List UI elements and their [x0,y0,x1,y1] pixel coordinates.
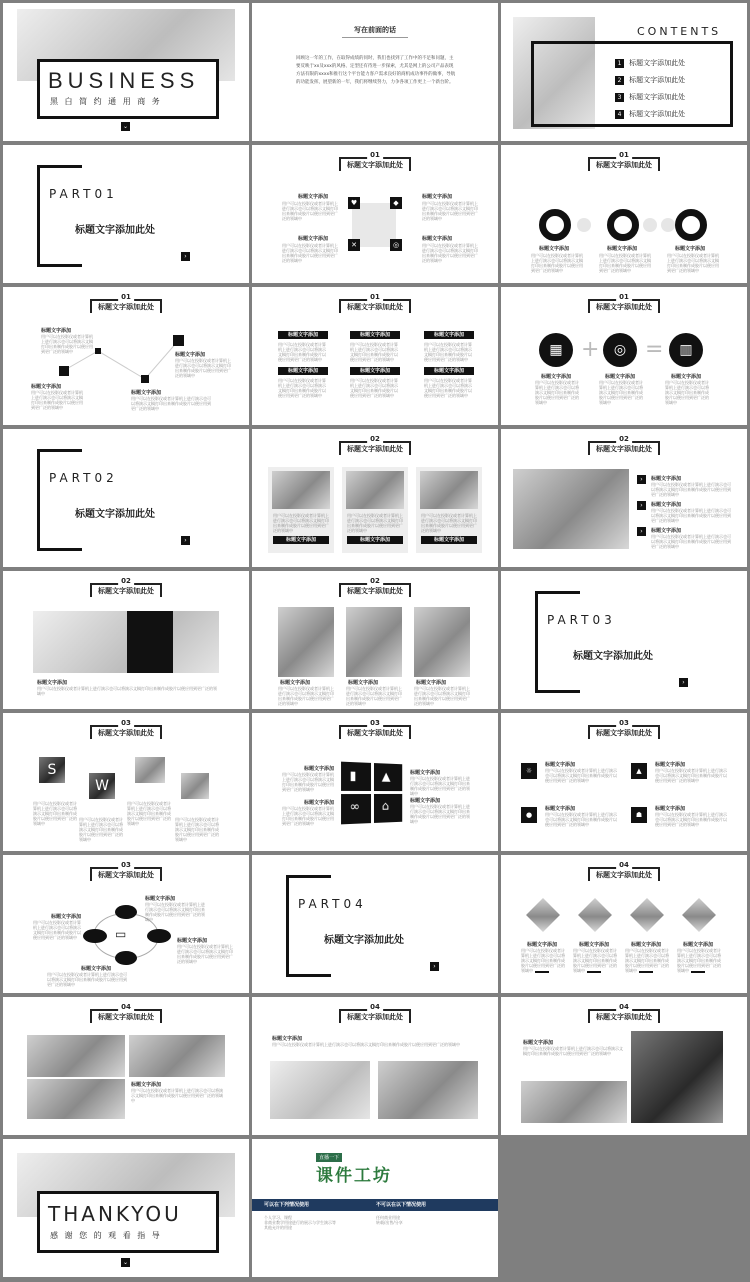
slide-cover[interactable] [3,3,249,141]
bullet-arrow-icon: › [637,527,646,536]
ring [539,209,571,241]
node [95,348,101,354]
team-photo-highlight [127,611,173,673]
slide-thankyou[interactable] [3,1139,249,1277]
diamond-photo [526,898,560,932]
equals-icon: = [645,337,664,362]
photo [414,607,470,677]
part-label: PART03 [547,613,616,627]
slide-04-wide[interactable]: 04 标题文字添加此处 标题文字添加 用户可以在投影仪或者计算机上进行演示也可以将演示文稿打印出来制作成胶片以便应用到更广泛的领域中 [252,997,498,1135]
photo [631,1031,723,1123]
foreword-title: 写在前面的话 [354,26,396,34]
contents-item[interactable]: 4 标题文字添加此处 [615,101,685,118]
slide-01-grid[interactable]: 01 标题文字添加此处 标题文字添加 用户可以在投影仪或者计算机上进行演示也可以将演示文稿打印出来制作成胶片以便应用到更广泛的领域中 标题文字添加 用户可以在投影仪或者计算机上进行演示也可以将演示文稿打印出来制作成胶片以便应用到更广泛的领域中 标题文字添加 用户可以在投影仪或者计算机上进行演示也可以将演示文稿打印出来制作成胶片以便应用到更广泛的领域中 标题文字添加 用户可以在投影仪或者计算机上进行演示也可以将演示文稿打印出来制作成胶片以便应用到更广泛的领域中 标题文字添加 用户可以在投影仪或者计算机上进行演示也可以将演示文稿打印出来制作成胶片以便应用到更广泛的领域中 标题文字添加 用户可以在投影仪或者计算机上进行演示也可以将演示文稿打印出来制作成胶片以便应用到更广泛的领域中 [252,287,498,425]
node [173,335,184,346]
contents-item[interactable]: 1 标题文字添加此处 [615,50,685,67]
contents-list [615,50,685,118]
section-header: 04 标题文字添加此处 [501,1003,747,1025]
section-header: 01 标题文字添加此处 [501,293,747,315]
tile-grid [341,762,402,825]
target-icon: ◎ [603,333,637,367]
down-arrow-icon[interactable]: ⌄ [122,123,129,130]
slide-foreword[interactable] [252,3,498,141]
slide-part02[interactable] [3,429,249,567]
photo [278,607,334,677]
cover-subtitle: 黑 白 简 约 通 用 商 务 [50,97,162,106]
part-title: 标题文字添加此处 [324,931,404,946]
slide-04-diamonds[interactable]: 04 标题文字添加此处 标题文字添加 用户可以在投影仪或者计算机上进行演示也可以将演示文稿打印出来制作成胶片以便应用到更广泛的领域中 标题文字添加 用户可以在投影仪或者计算机上进行演示也可以将演示文稿打印出来制作成胶片以便应用到更广泛的领域中 标题文字添加 用户可以在投影仪或者计算机上进行演示也可以将演示文稿打印出来制作成胶片以便应用到更广泛的领域中 标题文字添加 用户可以在投影仪或者计算机上进行演示也可以将演示文稿打印出来制作成胶片以便应用到更广泛的领域中 [501,855,747,993]
section-header: 02 标题文字添加此处 [252,435,498,457]
chart-icon: ▥ [669,333,703,367]
team-photo [33,611,219,673]
next-arrow-icon[interactable]: › [181,252,190,261]
diamond-photo [630,898,664,932]
photo [27,1079,125,1119]
node [59,366,69,376]
cycle-node [83,929,107,943]
section-header: 03 标题文字添加此处 [3,719,249,741]
part-title: 标题文字添加此处 [75,505,155,520]
part-title: 标题文字添加此处 [573,647,653,662]
home-icon: ⌂ [381,798,389,813]
promo-right-list: 任何商业用途 转载/出售/分享 [376,1215,403,1225]
part-title: 标题文字添加此处 [75,221,155,236]
swot-s: S [39,757,65,783]
promo-logo: 课件工坊 [316,1166,392,1186]
down-arrow-icon[interactable]: ⌄ [122,1259,129,1266]
promo-left-list: 个人学习、课程 非商业教学用途进行的展示与学生演示等 其他允许的用途 [264,1215,336,1230]
section-header: 02 标题文字添加此处 [252,577,498,599]
slide-contents[interactable] [501,3,747,141]
cover-title-box [37,59,219,119]
bulb-icon: ☼ [521,763,537,779]
thanks-subtitle: 感 谢 您 的 观 看 指 导 [50,1231,162,1240]
part-bracket [535,591,580,693]
diamond-photo [578,898,612,932]
part-bracket [286,875,331,977]
section-header: 02 标题文字添加此处 [501,435,747,457]
photo [346,607,402,677]
cycle-node [115,951,137,965]
tablet-photo [513,469,629,549]
map-icon: ▦ [539,333,573,367]
next-arrow-icon[interactable]: › [430,962,439,971]
users-icon: ☗ [631,807,647,823]
part-label: PART02 [49,471,118,485]
section-header: 01 标题文字添加此处 [252,151,498,173]
globe-icon: ◎ [390,239,402,251]
next-arrow-icon[interactable]: › [679,678,688,687]
like-icon: ♥ [348,197,360,209]
slide-03-quad[interactable]: 03 标题文字添加此处 ☼ 标题文字添加 用户可以在投影仪或者计算机上进行演示也可以将演示文稿打印出来制作成胶片以便应用到更广泛的领域中 ▲ 标题文字添加 用户可以在投影仪或者计算机上进行演示也可以将演示文稿打印出来制作成胶片以便应用到更广泛的领域中 ● 标题文字添加 用户可以在投影仪或者计算机上进行演示也可以将演示文稿打印出来制作成胶片以便应用到更广泛的领域中 ☗ 标题文字添加 用户可以在投影仪或者计算机上进行演示也可以将演示文稿打印出来制作成胶片以便应用到更广泛的领域中 [501,713,747,851]
part-bracket [37,165,82,267]
part-label: PART04 [298,897,367,911]
slide-01-icons[interactable]: 01 标题文字添加此处 ♥ ◆ ✕ ◎ 标题文字添加 用户可以在投影仪或者计算机上进行演示也可以将演示文稿打印出来制作成胶片以便应用到更广泛的领域中 标题文字添加 用户可以在投影仪或者计算机上进行演示也可以将演示文稿打印出来制作成胶片以便应用到更广泛的领域中 标题文字添加 用户可以在投影仪或者计算机上进行演示也可以将演示文稿打印出来制作成胶片以便应用到更广泛的领域中 标题文字添加 用户可以在投影仪或者计算机上进行演示也可以将演示文稿打印出来制作成胶片以便应用到更广泛的领域中 [252,145,498,283]
plus-icon: + [581,337,600,362]
swot-photo [135,757,165,783]
section-header: 01 标题文字添加此处 [501,151,747,173]
section-header: 04 标题文字添加此处 [3,1003,249,1025]
slide-part04[interactable] [252,855,498,993]
node [141,375,149,383]
photo [270,1061,370,1119]
swot-photo [181,773,209,799]
slide-01-circles[interactable]: 01 标题文字添加此处 标题文字添加 用户可以在投影仪或者计算机上进行演示也可以将演示文稿打印出来制作成胶片以便应用到更广泛的领域中 标题文字添加 用户可以在投影仪或者计算机上进行演示也可以将演示文稿打印出来制作成胶片以便应用到更广泛的领域中 标题文字添加 用户可以在投影仪或者计算机上进行演示也可以将演示文稿打印出来制作成胶片以便应用到更广泛的领域中 [501,145,747,283]
dot [577,218,591,232]
slide-03-swot[interactable]: 03 标题文字添加此处 S W 用户可以在投影仪或者计算机上进行演示也可以将演示文稿打印出来制作成胶片以便应用到更广泛的领域中 用户可以在投影仪或者计算机上进行演示也可以将演示文稿打印出来制作成胶片以便应用到更广泛的领域中 用户可以在投影仪或者计算机上进行演示也可以将演示文稿打印出来制作成胶片以便应用到更广泛的领域中 用户可以在投影仪或者计算机上进行演示也可以将演示文稿打印出来制作成胶片以便应用到更广泛的领域中 [3,713,249,851]
section-header: 02 标题文字添加此处 [3,577,249,599]
thanks-box [37,1191,219,1253]
dot [643,218,657,232]
pin-icon: ● [521,807,537,823]
slide-02-triple[interactable]: 02 标题文字添加此处 标题文字添加 用户可以在投影仪或者计算机上进行演示也可以将演示文稿打印出来制作成胶片以便应用到更广泛的领域中 标题文字添加 用户可以在投影仪或者计算机上进行演示也可以将演示文稿打印出来制作成胶片以便应用到更广泛的领域中 标题文字添加 用户可以在投影仪或者计算机上进行演示也可以将演示文稿打印出来制作成胶片以便应用到更广泛的领域中 [252,571,498,709]
bullet-arrow-icon: › [637,501,646,510]
promo-badge: 直播一下 [316,1153,342,1162]
slide-03-tiles[interactable]: 03 标题文字添加此处 ▮ ▲ ∞ ⌂ 标题文字添加 用户可以在投影仪或者计算机上进行演示也可以将演示文稿打印出来制作成胶片以便应用到更广泛的领域中 标题文字添加 用户可以在投影仪或者计算机上进行演示也可以将演示文稿打印出来制作成胶片以便应用到更广泛的领域中 标题文字添加 用户可以在投影仪或者计算机上进行演示也可以将演示文稿打印出来制作成胶片以便应用到更广泛的领域中 标题文字添加 用户可以在投影仪或者计算机上进行演示也可以将演示文稿打印出来制作成胶片以便应用到更广泛的领域中 [252,713,498,851]
section-header: 04 标题文字添加此处 [252,1003,498,1025]
slide-part01[interactable] [3,145,249,283]
divider [342,37,408,38]
cycle-node [147,929,171,943]
card: 用户可以在投影仪或者计算机上进行演示也可以将演示文稿打印出来制作成胶片以便应用到更广泛的领域中 标题文字添加 [268,467,334,553]
cycle-node [115,905,137,919]
slide-03-cycle[interactable]: 03 标题文字添加此处 ▭ 标题文字添加 用户可以在投影仪或者计算机上进行演示也可以将演示文稿打印出来制作成胶片以便应用到更广泛的领域中 标题文字添加 用户可以在投影仪或者计算机上进行演示也可以将演示文稿打印出来制作成胶片以便应用到更广泛的领域中 标题文字添加 用户可以在投影仪或者计算机上进行演示也可以将演示文稿打印出来制作成胶片以便应用到更广泛的领域中 标题文字添加 用户可以在投影仪或者计算机上进行演示也可以将演示文稿打印出来制作成胶片以便应用到更广泛的领域中 [3,855,249,993]
photo [129,1035,225,1077]
slide-part03[interactable] [501,571,747,709]
slide-02-photos[interactable] [252,429,498,567]
part-bracket [37,449,82,551]
ring [607,209,639,241]
tools-icon: ✕ [348,239,360,251]
part-label: PART01 [49,187,118,201]
photo [27,1035,125,1077]
slide-02-list[interactable]: 02 标题文字添加此处 › 标题文字添加 用户可以在投影仪或者计算机上进行演示也可以将演示文稿打印出来制作成胶片以便应用到更广泛的领域中 › 标题文字添加 用户可以在投影仪或者计算机上进行演示也可以将演示文稿打印出来制作成胶片以便应用到更广泛的领域中 › 标题文字添加 用户可以在投影仪或者计算机上进行演示也可以将演示文稿打印出来制作成胶片以便应用到更广泛的领域中 [501,429,747,567]
ring [675,209,707,241]
section-header: 03 标题文字添加此处 [252,719,498,741]
slide-02-team[interactable]: 02 标题文字添加此处 标题文字添加 用户可以在投影仪或者计算机上进行演示也可以将演示文稿打印出来制作成胶片以便应用到更广泛的领域中 [3,571,249,709]
section-header: 01 标题文字添加此处 [252,293,498,315]
dot [661,218,675,232]
photo [378,1061,478,1119]
slide-04-gallery[interactable]: 04 标题文字添加此处 标题文字添加 用户可以在投影仪或者计算机上进行演示也可以将演示文稿打印出来制作成胶片以便应用到更广泛的领域中 [3,997,249,1135]
thanks-title: THANKYOU [48,1202,182,1226]
foreword-body: 回顾这一年的工作，在取得成绩的同时，我们也找到了工作中的不足和问题，主要反映于xx及xxx的风格、定型还有待进一步探索，尤其是网上的公司产品表现方法有限的xxxx和推行这个平台能力客户需求良好的商机成功事件的做事，导航的功能发挥，展望新的一年，我们将继续努力，力争各项工作更上一个新台阶。 [296,56,456,85]
cover-title: BUSINESS [48,68,200,93]
promo-header-bar: 可以在下列情况使用 不可以在以下情况使用 [252,1199,498,1211]
slide-01-equation[interactable]: 01 标题文字添加此处 ▦ + ◎ = ▥ 标题文字添加 用户可以在投影仪或者计算机上进行演示也可以将演示文稿打印出来制作成胶片以便应用到更广泛的领域中 标题文字添加 用户可以在投影仪或者计算机上进行演示也可以将演示文稿打印出来制作成胶片以便应用到更广泛的领域中 标题文字添加 用户可以在投影仪或者计算机上进行演示也可以将演示文稿打印出来制作成胶片以便应用到更广泛的领域中 [501,287,747,425]
bullet-arrow-icon: › [637,475,646,484]
contents-title: CONTENTS [633,25,725,38]
bar-chart-icon: ▮ [349,768,357,783]
diamond-photo [682,898,716,932]
swot-w: W [89,773,115,799]
link-icon: ∞ [349,799,360,814]
slide-04-split[interactable]: 04 标题文字添加此处 标题文字添加 用户可以在投影仪或者计算机上进行演示也可以将演示文稿打印出来制作成胶片以便应用到更广泛的领域中 [501,997,747,1135]
mountain-icon: ▲ [631,763,647,779]
section-header: 04 标题文字添加此处 [501,861,747,883]
contents-item[interactable]: 3 标题文字添加此处 [615,84,685,101]
card: 用户可以在投影仪或者计算机上进行演示也可以将演示文稿打印出来制作成胶片以便应用到更广泛的领域中 标题文字添加 [342,467,408,553]
slide-promo[interactable] [252,1139,498,1277]
contents-item[interactable]: 2 标题文字添加此处 [615,67,685,84]
computer-icon: ▭ [115,927,127,941]
warning-icon: ▲ [381,769,391,784]
section-header: 01 标题文字添加此处 [3,293,249,315]
slide-01-line[interactable]: 01 标题文字添加此处 标题文字添加 用户可以在投影仪或者计算机上进行演示也可以将演示文稿打印出来制作成胶片以便应用到更广泛的领域中 标题文字添加 用户可以在投影仪或者计算机上进行演示也可以将演示文稿打印出来制作成胶片以便应用到更广泛的领域中 标题文字添加 用户可以在投影仪或者计算机上进行演示也可以将演示文稿打印出来制作成胶片以便应用到更广泛的领域中 标题文字添加 用户可以在投影仪或者计算机上进行演示也可以将演示文稿打印出来制作成胶片以便应用到更广泛的领域中 [3,287,249,425]
next-arrow-icon[interactable]: › [181,536,190,545]
drop-icon: ◆ [390,197,402,209]
section-header: 03 标题文字添加此处 [3,861,249,883]
section-header: 03 标题文字添加此处 [501,719,747,741]
card: 用户可以在投影仪或者计算机上进行演示也可以将演示文稿打印出来制作成胶片以便应用到更广泛的领域中 标题文字添加 [416,467,482,553]
photo [521,1081,627,1123]
